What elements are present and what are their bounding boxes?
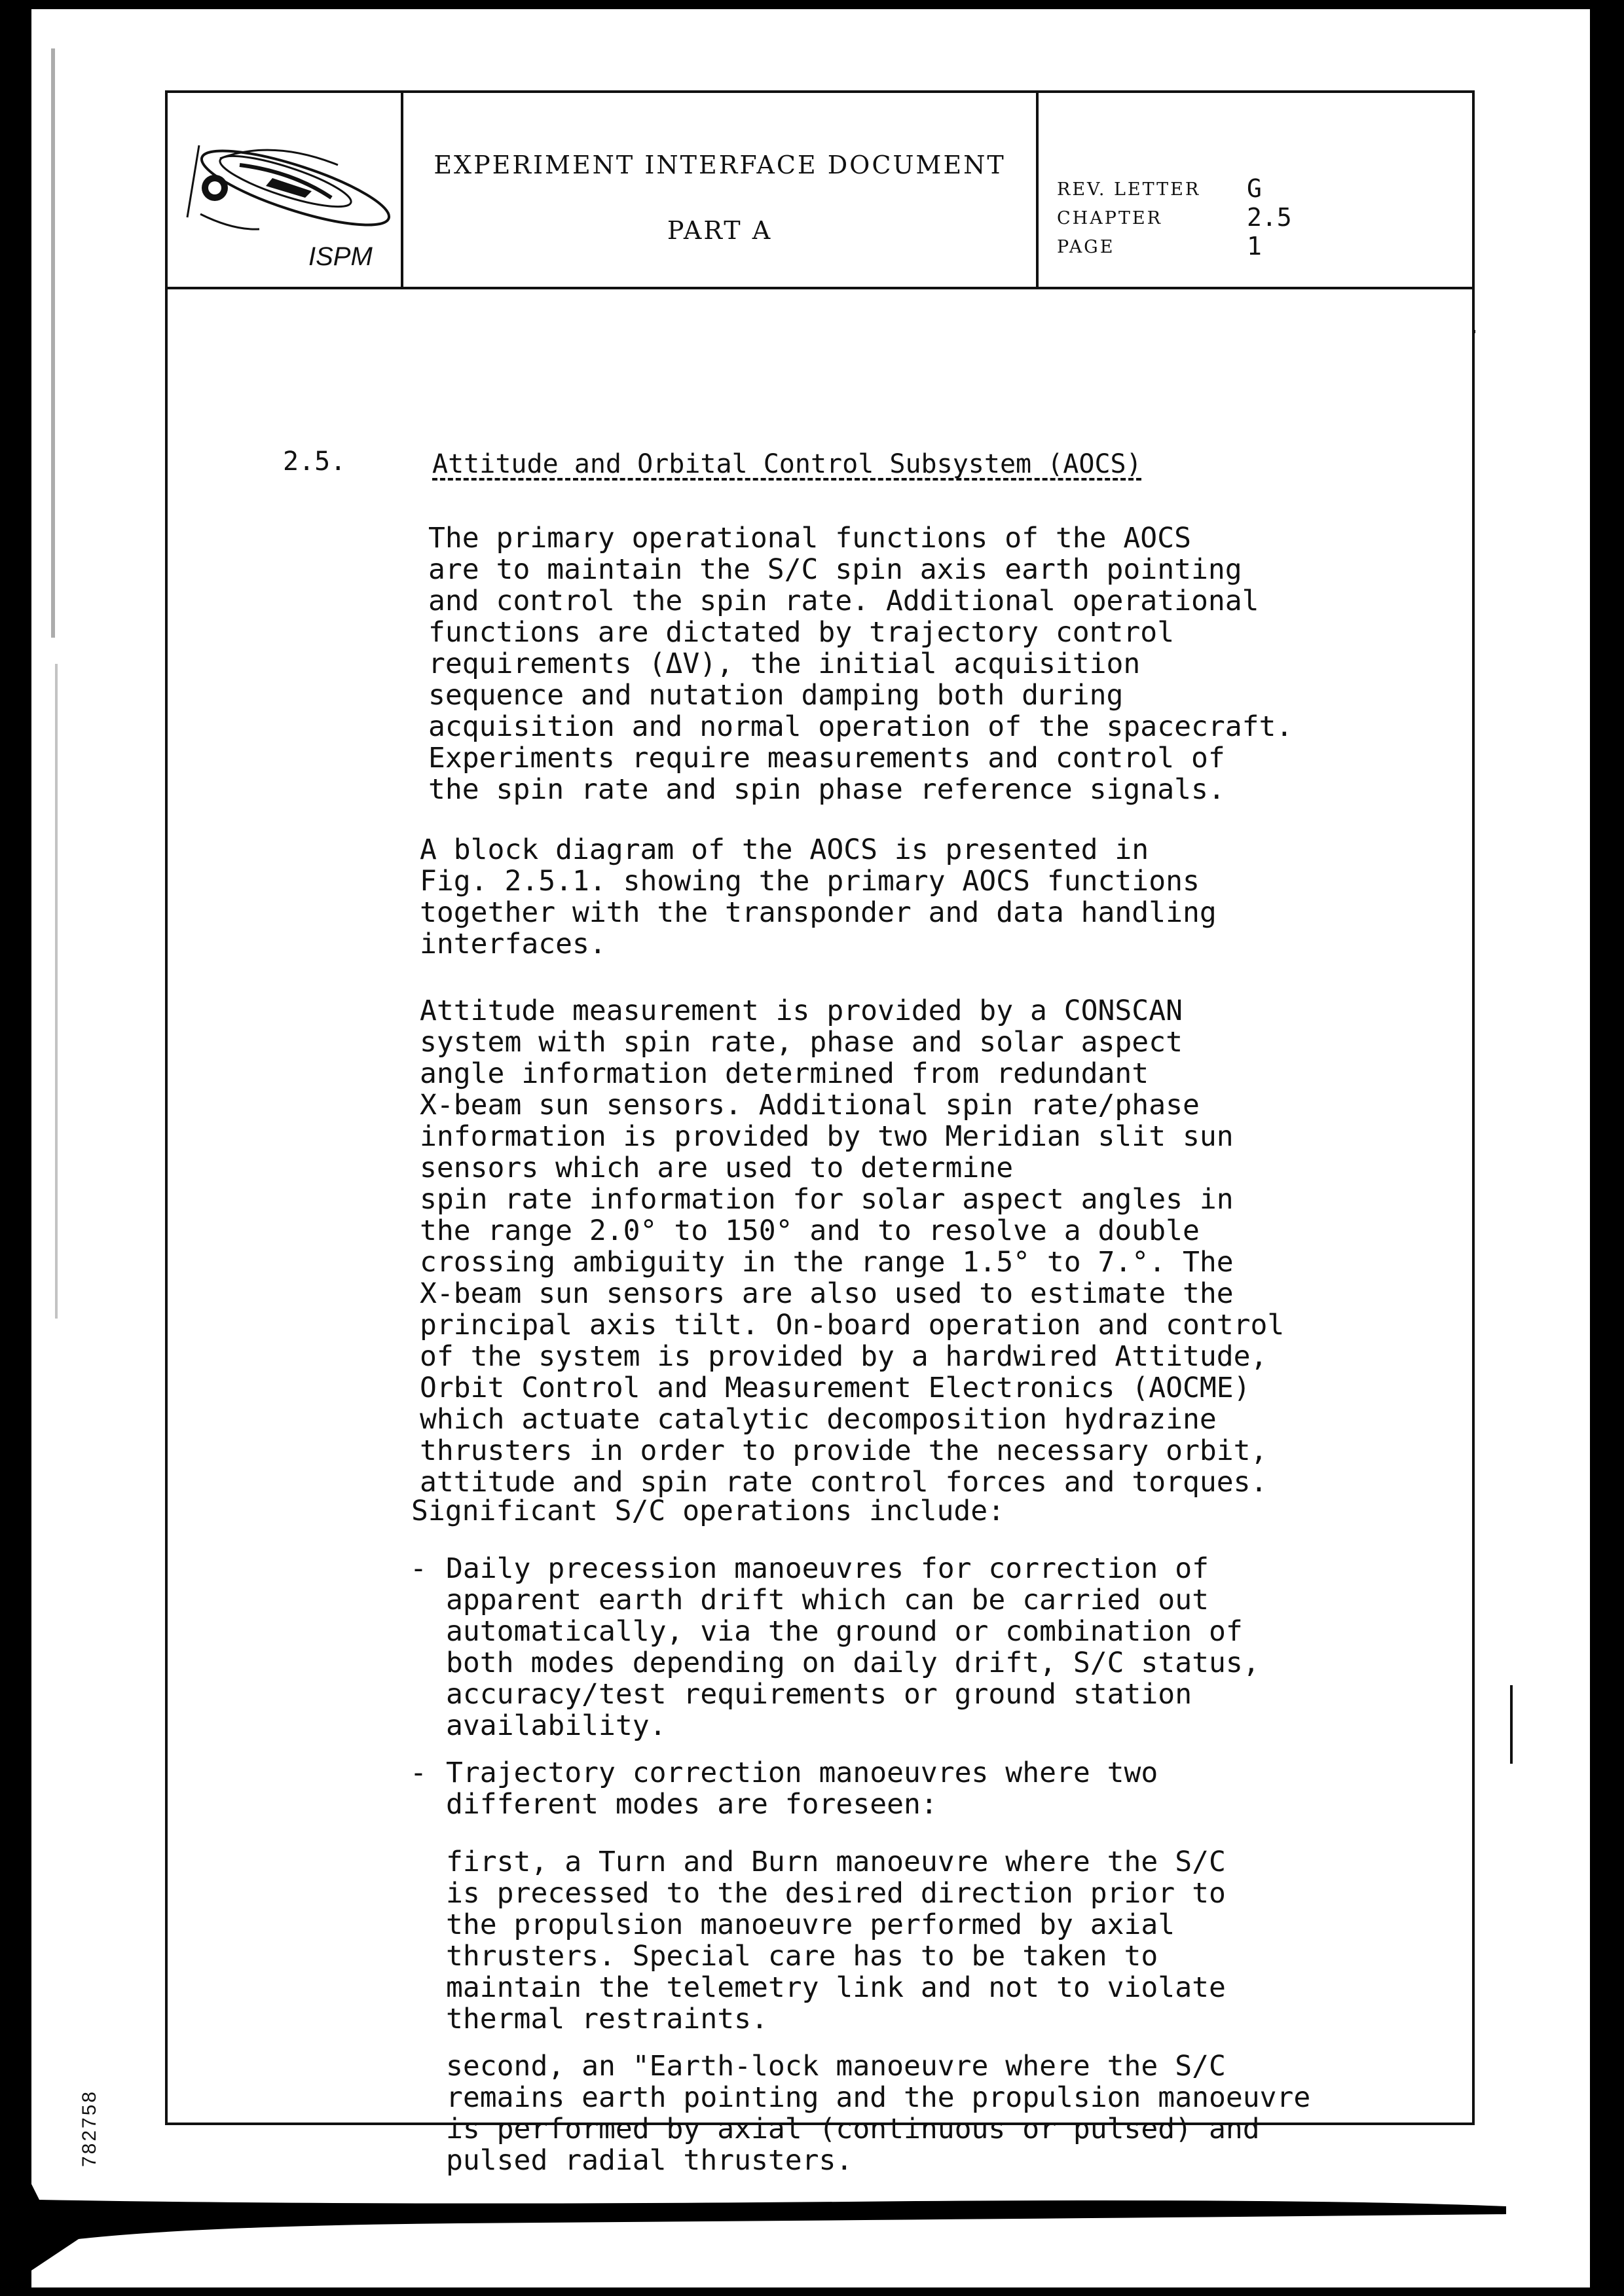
speck <box>1510 1685 1513 1764</box>
scan-edge-mark <box>51 48 55 638</box>
mode-turn-and-burn: first, a Turn and Burn manoeuvre where the S/C is precessed to the desired direction prior to the propulsion manoeuvre performed by axial thrusters. Special care has to be taken to maintain the telemetry link and not to violate thermal restraints. <box>446 1846 1226 2035</box>
chapter-value: 2.5 <box>1247 203 1292 232</box>
scan-shadow-smear <box>0 2160 1624 2291</box>
rev-letter-value: G <box>1247 174 1262 203</box>
paragraph-block-diagram: A block diagram of the AOCS is presented in Fig. 2.5.1. showing the primary AOCS functions together with the transponder and data handling interfaces. <box>420 833 1217 960</box>
title-cell <box>403 93 1039 287</box>
bullet-trajectory-correction: Trajectory correction manoeuvres where two different modes are foreseen: <box>446 1757 1158 1821</box>
document-frame <box>165 90 1475 2177</box>
mode-earth-lock: second, an "Earth-lock manoeuvre where the S/C remains earth pointing and the propulsion manoeuvre is performed by axial (continuous or pulsed) and pulsed radial thrusters. <box>446 2050 1311 2177</box>
section-title: Attitude and Orbital Control Subsystem (AOCS) <box>432 449 1142 479</box>
document-body <box>168 289 1472 2177</box>
revision-info-cell <box>1039 93 1475 287</box>
paragraph-attitude-measurement: Attitude measurement is provided by a CONSCAN system with spin rate, phase and solar aspect angle information determined from redundant X-beam sun sensors. Additional spin rate/phase information is provided by two Meridian slit sun sensors which are used to determine spin rate information for solar aspect angles in the range 2.0° to 150° and to resolve a double crossing ambiguity in the range 1.5° to 7.°. The X-beam sun sensors are also used to estimate the principal axis tilt. On-board operation and control of the system is provided by a hardwired Attitude, Orbit Control and Measurement Electronics (AOCME) which actuate catalytic decomposition hydrazine thrusters in order to provide the necessary orbit, attitude and spin rate control forces and torques. <box>420 994 1285 1499</box>
section-number: 2.5. <box>283 446 346 477</box>
document-title: EXPERIMENT INTERFACE DOCUMENT <box>434 151 1006 179</box>
paragraph-operations-intro: Significant S/C operations include: <box>411 1495 1005 1527</box>
document-part: PART A <box>667 216 773 245</box>
ispm-spacecraft-logo <box>174 100 397 244</box>
logo-cell <box>168 93 403 287</box>
chapter-label: CHAPTER <box>1057 208 1162 228</box>
document-header <box>168 93 1472 289</box>
bullet-marker: - <box>410 1757 427 1789</box>
rev-letter-label: REV. LETTER <box>1057 179 1201 200</box>
archive-stamp-text: 782758 <box>79 2089 100 2167</box>
bullet-marker: - <box>410 1552 427 1585</box>
page-value: 1 <box>1247 232 1262 261</box>
page-label: PAGE <box>1057 237 1115 257</box>
logo-text: ISPM <box>308 242 373 271</box>
paragraph-primary-functions: The primary operational functions of the AOCS are to maintain the S/C spin axis earth pointing and control the spin rate. Additional operational functions are dictated by trajectory control requirements (ΔV), the initial acquisition sequence and nutation damping both during acquisition and normal operation of the spacecraft. Experiments require measurements and control of the spin rate and spin phase reference signals. <box>428 522 1293 806</box>
bullet-daily-precession: Daily precession manoeuvres for correction of apparent earth drift which can be carried out automatically, via the ground or combination of both modes depending on daily drift, S/C status, accuracy/test requirements or ground station availability. <box>446 1552 1260 1742</box>
scan-edge-mark <box>55 664 58 1319</box>
